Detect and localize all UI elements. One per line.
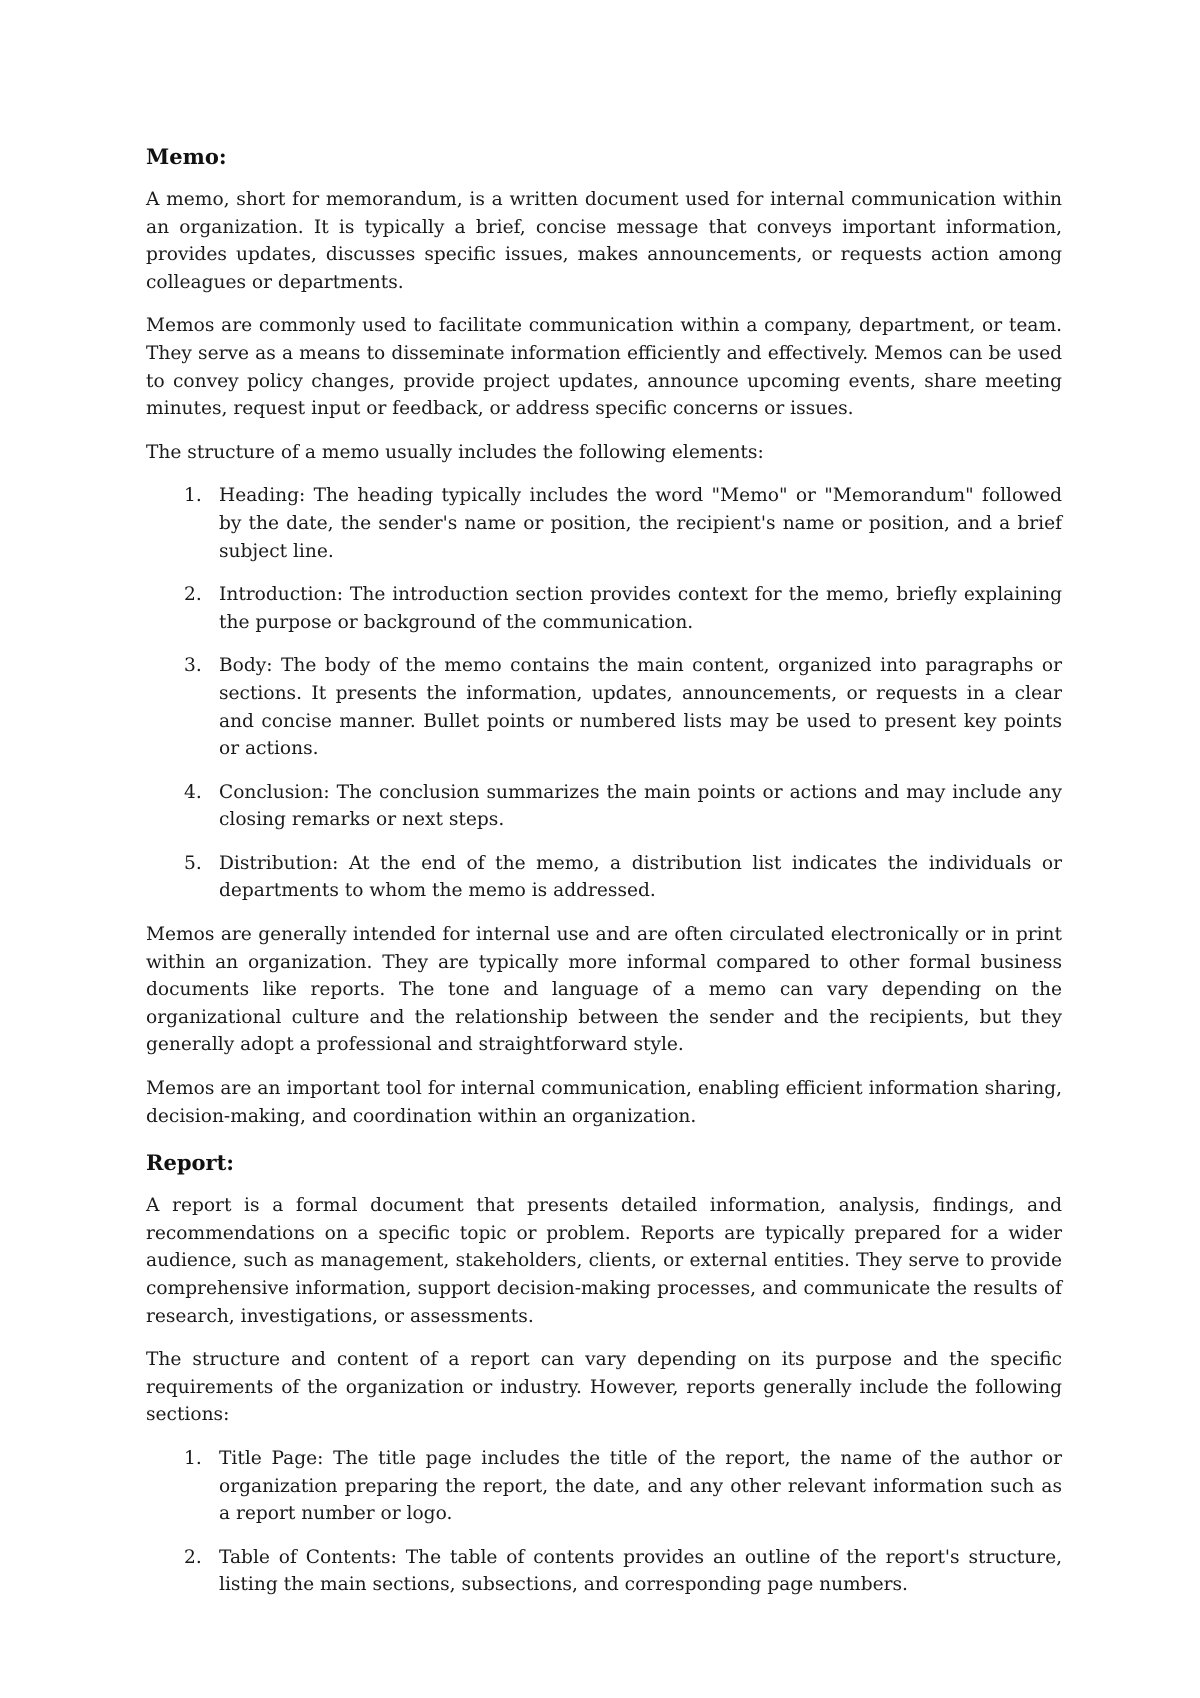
document-page (146, 142, 1062, 1615)
list-item (146, 1544, 1062, 1599)
list-item-number: 2. (184, 1546, 202, 1568)
list-item-text: Title Page: The title page includes the title of the report, the name of the author or organization preparing the report, the date, and any other relevant information such as a report number or logo. (219, 1447, 1062, 1525)
list-item-text: Body: The body of the memo contains the main content, organized into paragraphs or sections. It presents the information, updates, announcements, or requests in a clear and concise manner. Bullet points or numbered lists may be used to present key points or actions. (219, 655, 1062, 760)
list-item-number: 2. (184, 584, 202, 606)
memo-elements-list (146, 482, 1062, 905)
list-item (146, 850, 1062, 905)
list-item-text: Heading: The heading typically includes the word "Memo" or "Memorandum" followed by the date, the sender's name or position, the recipient's name or position, and a brief subject line. (219, 485, 1062, 562)
list-item-number: 4. (184, 781, 202, 803)
list-item (146, 779, 1062, 834)
memo-paragraph-4: Memos are generally intended for internal use and are often circulated electronically or in print within an organization. They are typically more informal compared to other formal business documents like reports. The tone and language of a memo can vary depending on the organizational culture and the relationship between the sender and the recipients, but they generally adopt a professional and straightforward style. (146, 924, 1062, 1056)
list-item-number: 5. (184, 852, 202, 874)
memo-paragraph-2: Memos are commonly used to facilitate communication within a company, department, or team. They serve as a means to disseminate information efficiently and effectively. Memos can be used to convey policy changes, provide project updates, announce upcoming events, share meeting minutes, request input or feedback, or address specific concerns or issues. (146, 315, 1062, 420)
list-item-number: 1. (184, 485, 202, 507)
list-item (146, 581, 1062, 636)
report-heading: Report: (146, 1150, 235, 1176)
list-item-number: 1. (184, 1447, 202, 1469)
report-paragraph-1: A report is a formal document that presents detailed information, analysis, findings, and recommendations on a specific topic or problem. Reports are typically prepared for a wider audience, such as management, stakeholders, clients, or external entities. They serve to provide comprehensive information, support decision-making processes, and communicate the results of research, investigations, or assessments. (146, 1195, 1062, 1327)
list-item (146, 482, 1062, 565)
memo-paragraph-5: Memos are an important tool for internal communication, enabling efficient information sharing, decision-making, and coordination within an organization. (146, 1078, 1062, 1127)
list-item-text: Introduction: The introduction section provides context for the memo, briefly explaining the purpose or background of the communication. (219, 584, 1062, 633)
list-item (146, 652, 1062, 762)
list-item (146, 1445, 1062, 1528)
list-item-text: Table of Contents: The table of contents provides an outline of the report's structure, listing the main sections, subsections, and corresponding page numbers. (219, 1546, 1062, 1596)
list-item-text: Conclusion: The conclusion summarizes the main points or actions and may include any closing remarks or next steps. (219, 781, 1062, 831)
memo-paragraph-1: A memo, short for memorandum, is a written document used for internal communication within an organization. It is typically a brief, concise message that conveys important information, provides updates, discusses specific issues, makes announcements, or requests action among colleagues or departments. (146, 189, 1062, 293)
list-item-number: 3. (184, 655, 202, 677)
list-item-text: Distribution: At the end of the memo, a distribution list indicates the individuals or departments to whom the memo is addressed. (219, 852, 1062, 902)
memo-paragraph-3: The structure of a memo usually includes the following elements: (146, 441, 764, 463)
memo-heading: Memo: (146, 144, 227, 169)
report-sections-list (146, 1445, 1062, 1599)
report-paragraph-2: The structure and content of a report can vary depending on its purpose and the specific requirements of the organization or industry. However, reports generally include the following sections: (146, 1349, 1062, 1426)
